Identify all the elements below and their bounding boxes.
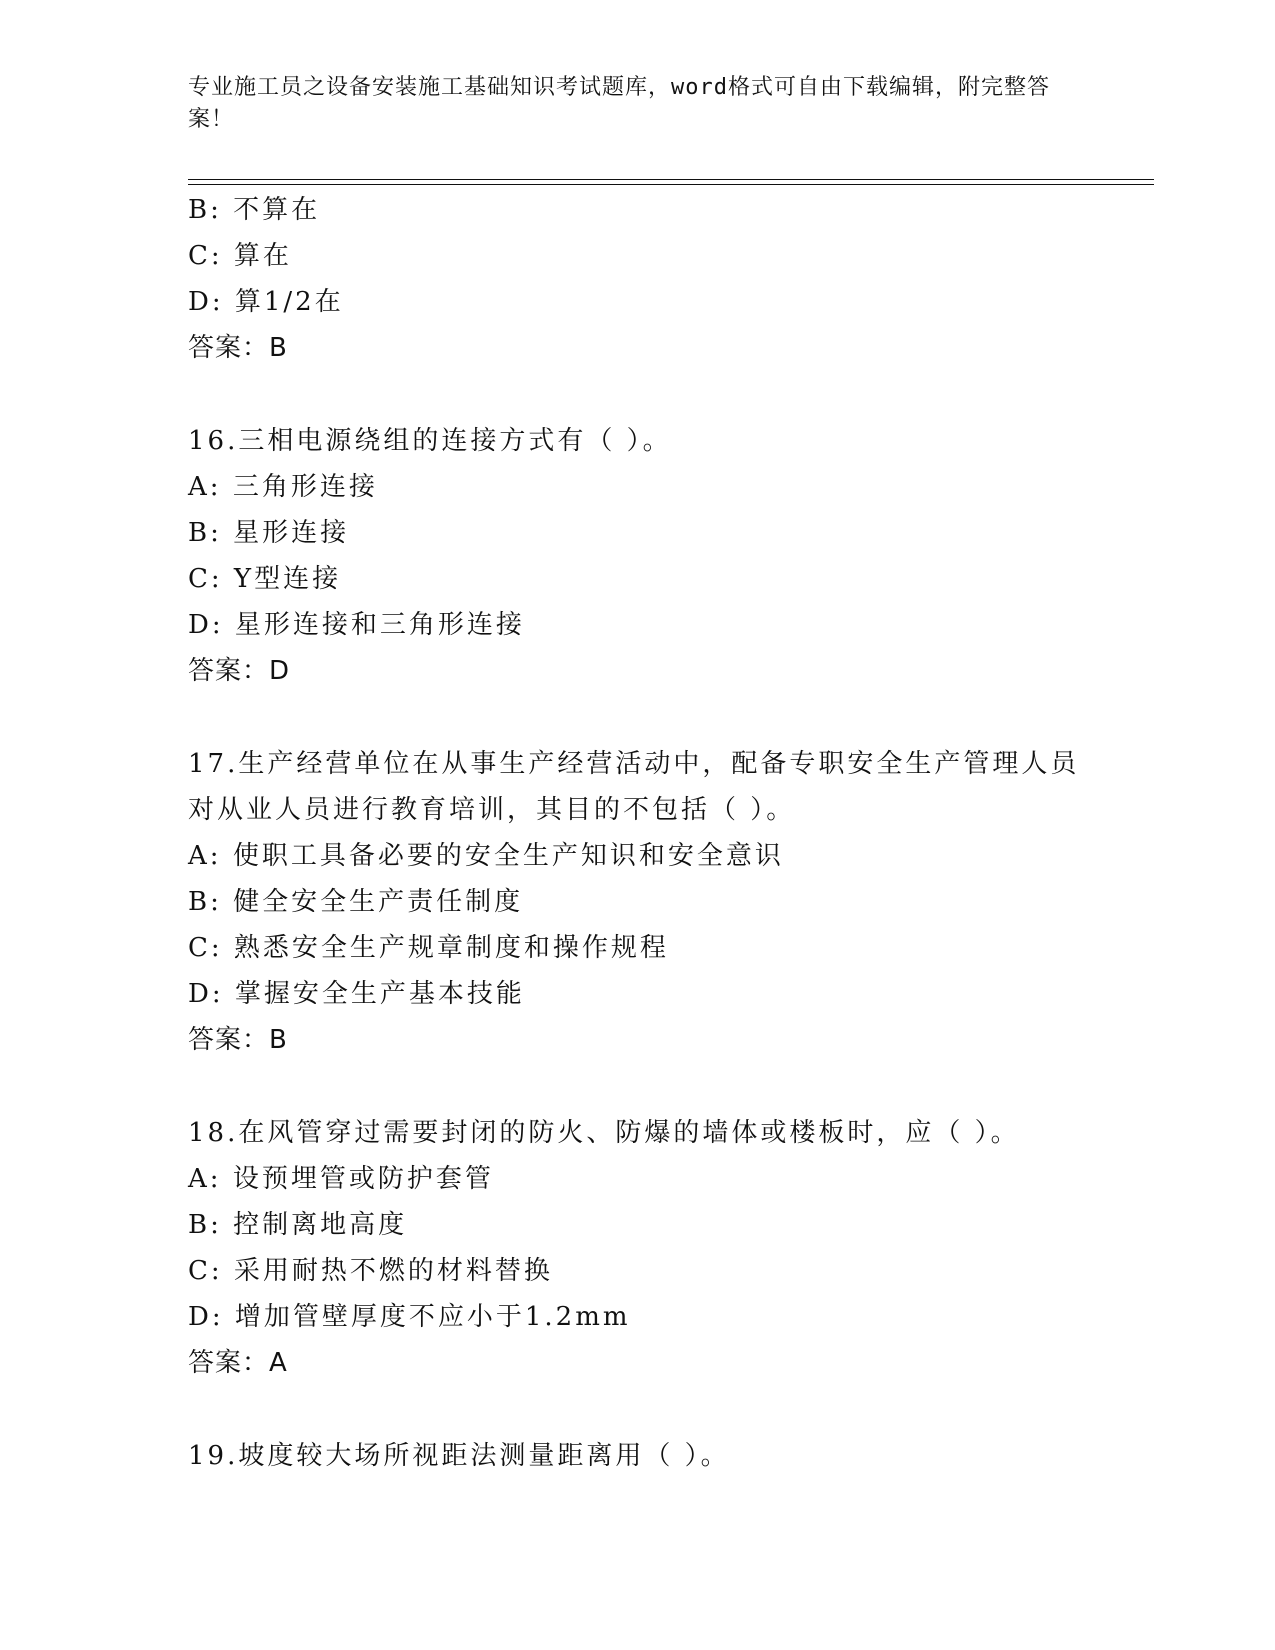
option-text: 星形连接 xyxy=(233,518,350,548)
option-label: C: xyxy=(188,564,223,594)
option-text: 增加管壁厚度不应小于1.2mm xyxy=(234,1302,631,1332)
question-16 xyxy=(188,418,1108,694)
option-b xyxy=(188,510,1108,556)
option-c xyxy=(188,925,1108,971)
option-a xyxy=(188,1156,1108,1202)
question-stem: 17.生产经营单位在从事生产经营活动中，配备专职安全生产管理人员 xyxy=(188,749,1080,779)
option-label: C: xyxy=(188,933,223,963)
option-label: B: xyxy=(188,887,222,917)
option-label: C: xyxy=(188,1256,223,1286)
option-label: B: xyxy=(188,518,222,548)
header-rule-top xyxy=(188,179,1154,180)
option-text: 星形连接和三角形连接 xyxy=(234,610,525,640)
option-label: B: xyxy=(188,195,222,225)
option-text: 算1/2在 xyxy=(234,287,344,317)
question-stem: 16.三相电源绕组的连接方式有（ ）。 xyxy=(188,426,672,456)
option-text: 使职工具备必要的安全生产知识和安全意识 xyxy=(232,841,784,871)
question-stem: 对从业人员进行教育培训，其目的不包括（ ）。 xyxy=(188,795,796,825)
answer-line: 答案：D xyxy=(188,656,291,686)
option-text: 熟悉安全生产规章制度和操作规程 xyxy=(233,933,669,963)
option-label: B: xyxy=(188,1210,222,1240)
option-text: 健全安全生产责任制度 xyxy=(233,887,524,917)
option-label: D: xyxy=(188,610,224,640)
option-a xyxy=(188,833,1108,879)
option-label: D: xyxy=(188,1302,224,1332)
option-label: C: xyxy=(188,241,223,271)
option-label: A: xyxy=(188,472,222,502)
option-text: 算在 xyxy=(233,241,292,271)
question-15-partial xyxy=(188,187,1108,371)
option-label: A: xyxy=(188,841,222,871)
document-header: 专业施工员之设备安装施工基础知识考试题库，word格式可自由下载编辑，附完整答案！ xyxy=(188,75,1050,132)
question-18 xyxy=(188,1110,1108,1386)
option-text: 控制离地高度 xyxy=(233,1210,408,1240)
option-b xyxy=(188,1202,1108,1248)
option-d xyxy=(188,971,1108,1017)
question-17 xyxy=(188,741,1108,1063)
option-c xyxy=(188,1248,1108,1294)
header-rule-bottom xyxy=(188,184,1154,185)
question-19 xyxy=(188,1433,1108,1479)
option-label: A: xyxy=(188,1164,222,1194)
answer-line: 答案：B xyxy=(188,333,288,363)
option-c xyxy=(188,233,1108,279)
option-label: D: xyxy=(188,287,224,317)
question-stem: 18.在风管穿过需要封闭的防火、防爆的墙体或楼板时，应（ ）。 xyxy=(188,1118,1020,1148)
option-c xyxy=(188,556,1108,602)
option-text: 掌握安全生产基本技能 xyxy=(234,979,525,1009)
option-text: 设预埋管或防护套管 xyxy=(232,1164,494,1194)
option-text: 三角形连接 xyxy=(232,472,378,502)
option-b xyxy=(188,879,1108,925)
option-a xyxy=(188,464,1108,510)
option-d xyxy=(188,602,1108,648)
option-d xyxy=(188,279,1108,325)
answer-line: 答案：B xyxy=(188,1025,288,1055)
option-text: 采用耐热不燃的材料替换 xyxy=(233,1256,553,1286)
option-d xyxy=(188,1294,1108,1340)
question-list xyxy=(188,187,1108,1479)
option-label: D: xyxy=(188,979,224,1009)
answer-line: 答案：A xyxy=(188,1348,288,1378)
question-stem: 19.坡度较大场所视距法测量距离用（ ）。 xyxy=(188,1441,730,1471)
option-b xyxy=(188,187,1108,233)
option-text: 不算在 xyxy=(233,195,321,225)
option-text: Y型连接 xyxy=(233,564,342,594)
